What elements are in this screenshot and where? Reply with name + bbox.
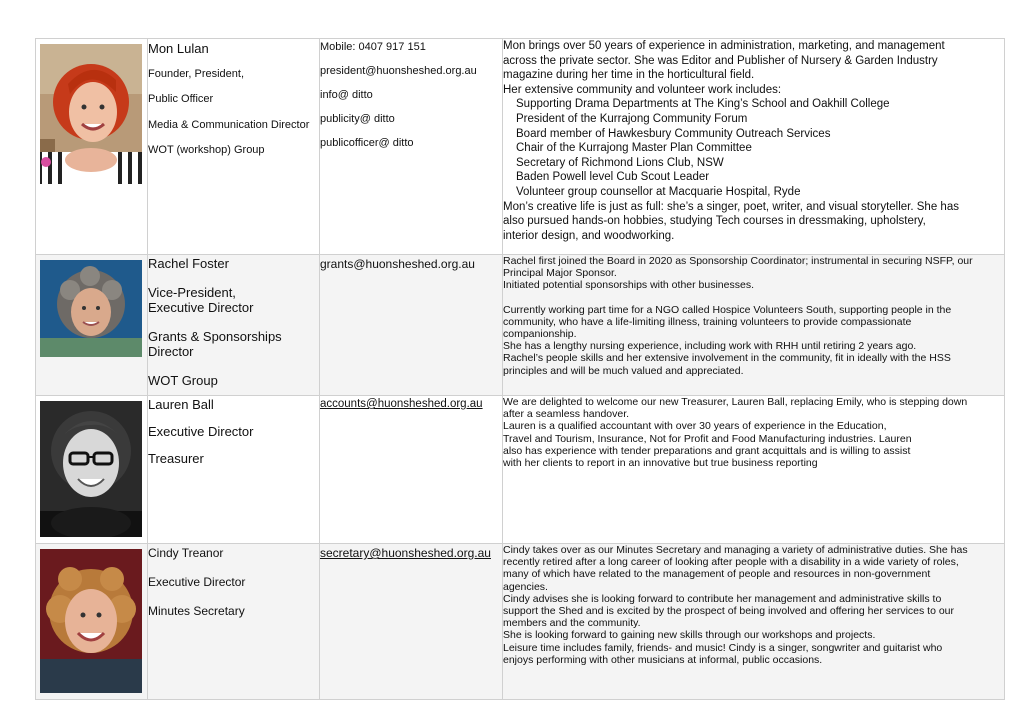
member-role: Executive Director (148, 424, 254, 439)
bio-line: support the Shed and is excited by the prospect of being involved and offering her services to our (503, 605, 955, 618)
bio-line: community, who have a life-limiting illness, training volunteers to provide compassionate (503, 315, 912, 328)
bio-line: Her extensive community and volunteer work includes: (503, 83, 782, 96)
contact-cell (320, 396, 503, 544)
bio-line: Mon’s creative life is just as full: she’s a singer, poet, writer, and visual storyteller. She has (503, 200, 959, 213)
bio-line: enjoys performing with other musicians at informal, public occasions. (503, 653, 823, 666)
photo-cell (36, 544, 148, 700)
email-link[interactable]: president@huonsheshed.org.au (320, 65, 477, 77)
bio-cell (503, 544, 1005, 700)
member-role: WOT (workshop) Group (148, 144, 265, 156)
bio-cell (503, 396, 1005, 544)
bio-line: Lauren is a qualified accountant with over 30 years of experience in the Education, (503, 420, 887, 433)
bio-spacer (503, 292, 1004, 304)
member-name: Cindy Treanor (148, 546, 224, 560)
bio-line: Principal Major Sponsor. (503, 267, 617, 280)
bio-line: magazine during her time in the horticultural field. (503, 69, 755, 82)
bio-line: after a seamless handover. (503, 408, 630, 421)
name-cell (148, 255, 320, 396)
member-row-mon-lulan (36, 39, 1005, 255)
email-link[interactable]: publicity@ ditto (320, 113, 395, 125)
bio-line: members and the community. (503, 617, 641, 630)
bio-line: Initiated potential sponsorships with other businesses. (503, 279, 754, 292)
bio-line: also pursued hands-on hobbies, studying Tech courses in dressmaking, upholstery, (503, 215, 926, 228)
portrait-rachel-foster (40, 260, 142, 357)
photo-cell (36, 39, 148, 255)
bio-line: She has a lengthy nursing experience, including work with RHH until retiring 2 years ago. (503, 340, 917, 353)
member-name: Lauren Ball (148, 397, 214, 412)
email-link[interactable]: secretary@huonsheshed.org.au (320, 546, 491, 560)
member-row-lauren-ball (36, 396, 1005, 544)
bio-line: agencies. (503, 580, 548, 593)
bio-line: She is looking forward to gaining new skills through our workshops and projects. (503, 629, 876, 642)
bio-line: Mon brings over 50 years of experience in administration, marketing, and management (503, 40, 945, 52)
bio-line: principles and will be much valued and appreciated. (503, 364, 744, 377)
bio-line: Cindy takes over as our Minutes Secretary and managing a variety of administrative duties. She has (503, 544, 968, 556)
bio-list-item: Board member of Hawkesbury Community Outreach Services (516, 127, 831, 140)
email-link[interactable]: info@ ditto (320, 89, 373, 101)
bio-line: across the private sector. She was Editor and Publisher of Nursery & Garden Industry (503, 54, 938, 67)
bio-list-item: Secretary of Richmond Lions Club, NSW (516, 156, 724, 169)
bio-line: also has experience with tender preparations and grant acquittals and is willing to assist (503, 444, 911, 457)
member-photo (40, 260, 142, 357)
member-name: Mon Lulan (148, 41, 209, 56)
mobile-number: Mobile: 0407 917 151 (320, 41, 426, 53)
portrait-lauren-ball (40, 401, 142, 537)
bio-list-item: Baden Powell level Cub Scout Leader (516, 171, 710, 184)
member-row-cindy-treanor (36, 544, 1005, 700)
bio-cell (503, 39, 1005, 255)
bio-line: recently retired after a long career of looking after people with a disability in a wide variety of roles, (503, 556, 959, 569)
photo-cell (36, 396, 148, 544)
portrait-mon-lulan (40, 44, 142, 184)
bio-line: We are delighted to welcome our new Treasurer, Lauren Ball, replacing Emily, who is stepping down (503, 396, 968, 408)
member-role: Treasurer (148, 451, 204, 466)
contact-cell (320, 255, 503, 396)
contact-cell (320, 544, 503, 700)
member-role: Minutes Secretary (148, 604, 245, 618)
bio-line: many of which have related to the management of people and resources in non-government (503, 568, 931, 581)
bio-list-item: Chair of the Kurrajong Master Plan Committee (516, 142, 752, 155)
board-members-table (35, 38, 1005, 700)
member-role: WOT Group (148, 373, 218, 388)
photo-cell (36, 255, 148, 396)
email-link[interactable]: publicofficer@ ditto (320, 137, 414, 149)
bio-line: companionship. (503, 328, 577, 341)
member-role: Vice-President, (148, 285, 236, 300)
email-link[interactable]: accounts@huonsheshed.org.au (320, 398, 483, 410)
member-role: Grants & Sponsorships (148, 329, 282, 344)
member-name: Rachel Foster (148, 256, 229, 271)
member-role: Executive Director (148, 300, 254, 315)
bio-list-item: Volunteer group counsellor at Macquarie Hospital, Ryde (516, 185, 801, 198)
member-role: Executive Director (148, 575, 246, 589)
name-cell (148, 544, 320, 700)
bio-list-item: President of the Kurrajong Community Forum (516, 112, 748, 125)
member-role: Media & Communication Director (148, 119, 310, 131)
bio-line: Currently working part time for a NGO called Hospice Volunteers South, supporting people in the (503, 303, 952, 316)
member-row-rachel-foster (36, 255, 1005, 396)
member-role: Director (148, 344, 194, 359)
bio-line: Cindy advises she is looking forward to contribute her management and administrative skills to (503, 592, 942, 605)
bio-list-item: Supporting Drama Departments at The King’s School and Oakhill College (516, 98, 890, 111)
member-role: Founder, President, (148, 68, 245, 80)
bio-line: interior design, and woodworking. (503, 229, 675, 242)
bio-cell (503, 255, 1005, 396)
portrait-cindy-treanor (40, 549, 142, 693)
contact-cell (320, 39, 503, 255)
bio-line: with her clients to report in an innovative but true business reporting (503, 457, 818, 470)
name-cell (148, 396, 320, 544)
bio-line: Travel and Tourism, Insurance, Not for Profit and Food Manufacturing industries. Lauren (503, 432, 912, 445)
member-photo (40, 549, 142, 693)
member-photo (40, 401, 142, 537)
member-role: Public Officer (148, 93, 214, 105)
member-photo (40, 44, 142, 184)
name-cell (148, 39, 320, 255)
bio-line: Leisure time includes family, friends- and music! Cindy is a singer, songwriter and guitarist who (503, 641, 943, 654)
bio-line: Rachel first joined the Board in 2020 as Sponsorship Coordinator; instrumental in securing NSFP, our (503, 255, 973, 267)
bio-line: Rachel’s people skills and her extensive involvement in the community, fit in ideally with the HSS (503, 352, 951, 365)
email-link[interactable]: grants@huonsheshed.org.au (320, 257, 475, 271)
